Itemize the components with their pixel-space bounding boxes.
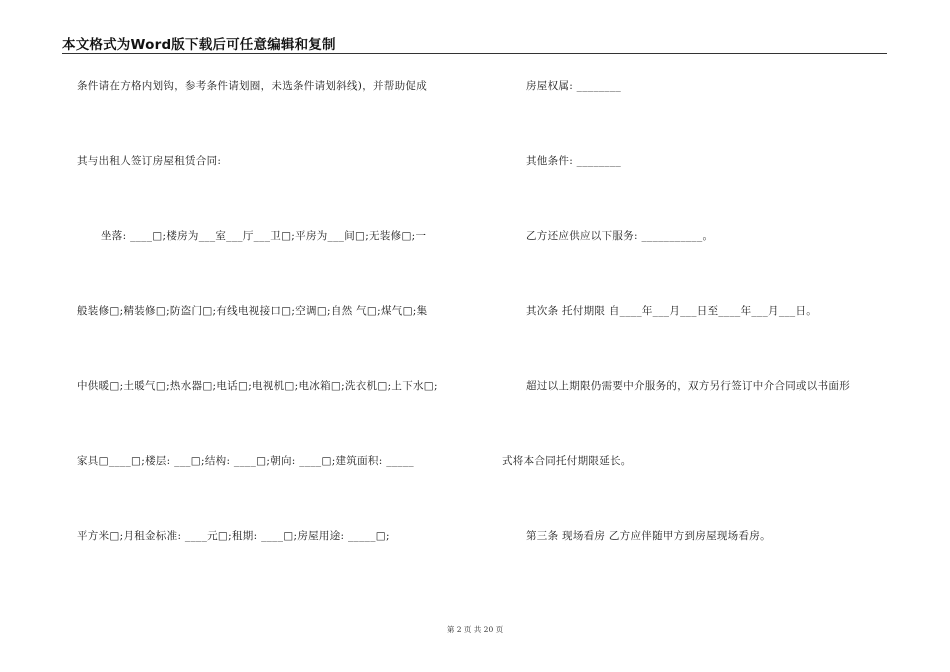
page-number-footer: 第 2 页 共 20 页 — [446, 625, 504, 634]
left-line-7: 平方米□;月租金标准: ____元□;租期: ____□;房屋用途: _____□; — [77, 530, 390, 542]
left-line-1: 条件请在方格内划钩，参考条件请划圈，未选条件请划斜线)，并帮助促成 — [77, 80, 427, 92]
right-line-1: 房屋权属: ________ — [526, 80, 622, 92]
left-line-5: 中供暖□;土暖气□;热水器□;电话□;电视机□;电冰箱□;洗衣机□;上下水□; — [77, 380, 438, 392]
left-line-2: 其与出租人签订房屋租赁合同: — [77, 155, 222, 167]
header-divider — [62, 53, 887, 54]
right-line-7: 第三条 现场看房 乙方应伴随甲方到房屋现场看房。 — [526, 530, 771, 542]
left-line-3: 坐落: ____□;楼房为___室___厅___卫□;平房为___间□;无装修□;一 — [101, 230, 427, 242]
right-line-3: 乙方还应供应以下服务: ___________。 — [526, 230, 714, 242]
document-header-title: 本文格式为Word版下载后可任意编辑和复制 — [62, 37, 336, 53]
right-line-6: 式将本合同托付期限延长。 — [502, 455, 632, 467]
right-line-2: 其他条件: ________ — [526, 155, 622, 167]
right-line-5: 超过以上期限仍需要中介服务的，双方另行签订中介合同或以书面形 — [526, 380, 850, 392]
left-line-4: 般装修□;精装修□;防盗门□;有线电视接口□;空调□;自然 气□;煤气□;集 — [77, 305, 428, 317]
right-line-4: 其次条 托付期限 自____年___月___日至____年___月___日。 — [526, 305, 818, 317]
left-line-6: 家具□____□;楼层: ___□;结构: ____□;朝向: ____□;建筑面积: _____ — [77, 455, 414, 467]
